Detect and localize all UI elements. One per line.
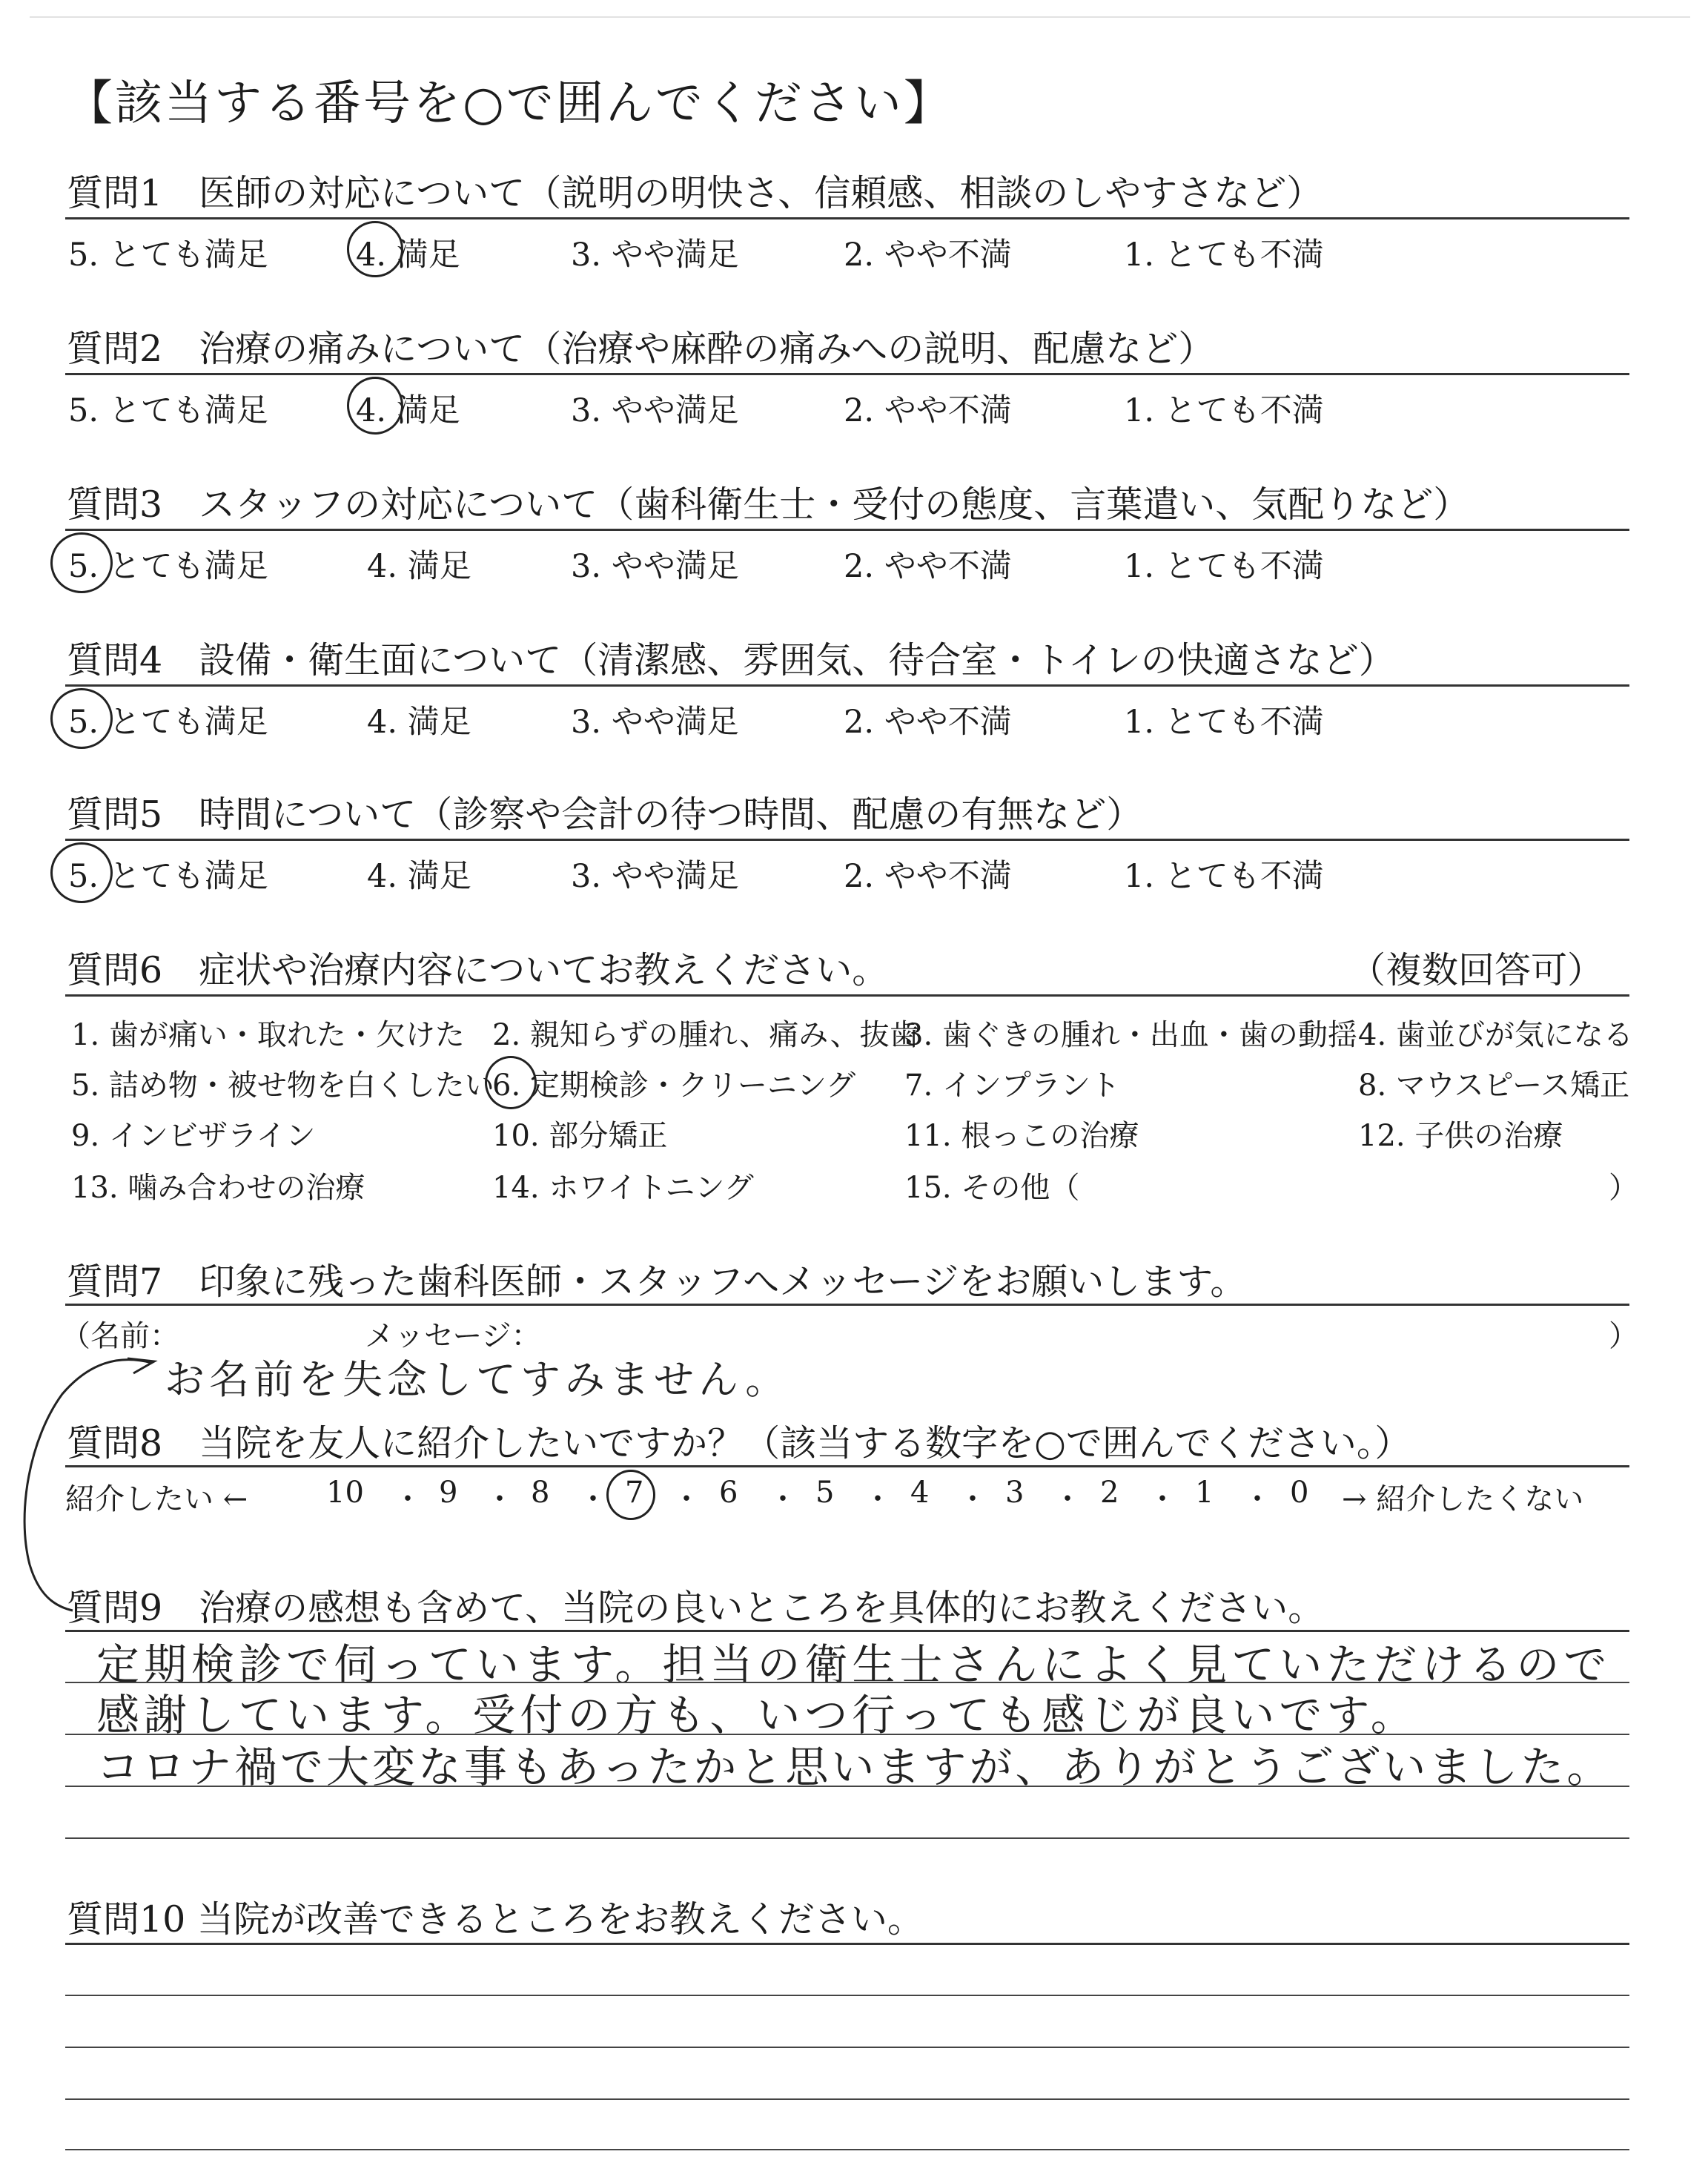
q5-option-2[interactable]: 2. やや不満 [844,858,1012,895]
q8-scale-0[interactable]: 0 [1290,1476,1309,1510]
q8-sep: ・ [1242,1482,1272,1516]
q6-item-10[interactable]: 10. 部分矯正 [492,1119,668,1153]
q7-handwritten-message: お名前を失念してすみません。 [165,1356,790,1403]
q6-item-1[interactable]: 1. 歯が痛い・取れた・欠けた [71,1018,465,1052]
q4-option-3[interactable]: 3. やや満足 [571,704,739,741]
q9-handwritten-line-3: コロナ禍で大変な事もあったかと思いますが、ありがとうございました。 [96,1742,1613,1792]
q8-scale-3[interactable]: 3 [1005,1476,1025,1510]
q2-option-4[interactable]: 4. 満足 [356,392,460,429]
q8-left-label: 紹介したい ← [65,1482,248,1516]
q3-option-2[interactable]: 2. やや不満 [844,548,1012,585]
q8-title: 質問8 当院を友人に紹介したいですか？（該当する数字を○で囲んでください。） [67,1422,1411,1464]
q9-handwritten-line-2: 感謝しています。受付の方も、いつ行っても感じが良いです。 [96,1690,1418,1740]
q8-right-label: → 紹介したくない [1342,1482,1584,1516]
q6-item-12[interactable]: 12. 子供の治療 [1358,1119,1563,1153]
q2-option-1[interactable]: 1. とても不満 [1124,392,1324,429]
q8-scale-8[interactable]: 8 [531,1476,550,1510]
q10-line-3[interactable] [65,2098,1629,2100]
q5-option-1[interactable]: 1. とても不満 [1124,858,1324,895]
q6-item-15[interactable]: 15. その他（ [904,1171,1080,1205]
q9-line-4 [65,1837,1629,1839]
q1-title: 質問1 医師の対応について（説明の明快さ、信頼感、相談のしやすさなど） [67,172,1323,214]
q4-option-1[interactable]: 1. とても不満 [1124,704,1324,741]
q1-option-1[interactable]: 1. とても不満 [1124,237,1324,274]
q6-item-9[interactable]: 9. インビザライン [71,1119,316,1153]
q6-item-2[interactable]: 2. 親知らずの腫れ、痛み、抜歯 [492,1018,919,1052]
q1-option-5[interactable]: 5. とても満足 [68,237,268,274]
q8-sep: ・ [672,1482,701,1516]
q4-option-4[interactable]: 4. 満足 [367,704,471,741]
q8-scale-6[interactable]: 6 [719,1476,738,1510]
q9-title: 質問9 治療の感想も含めて、当院の良いところを具体的にお教えください。 [67,1587,1325,1629]
q6-item-8[interactable]: 8. マウスピース矯正 [1358,1069,1630,1103]
q1-option-4[interactable]: 4. 満足 [356,237,460,274]
q8-sep: ・ [863,1482,893,1516]
q10-line-4[interactable] [65,2149,1629,2150]
q1-option-2[interactable]: 2. やや不満 [844,237,1012,274]
q6-title: 質問6 症状や治療内容についてお教えください。 [67,949,889,991]
q8-sep: ・ [1053,1482,1082,1516]
q9-line-3 [65,1786,1629,1787]
q7-message-label: メッセージ： [365,1319,541,1353]
q7-name-label: （名前： [61,1319,179,1353]
q6-item-3[interactable]: 3. 歯ぐきの腫れ・出血・歯の動揺 [904,1018,1357,1052]
q8-scale-4[interactable]: 4 [910,1476,930,1510]
q2-option-3[interactable]: 3. やや満足 [571,392,739,429]
q7-title: 質問7 印象に残った歯科医師・スタッフへメッセージをお願いします。 [67,1261,1247,1303]
q8-scale-1[interactable]: 1 [1195,1476,1214,1510]
q6-item-6[interactable]: 6. 定期検診・クリーニング [492,1069,856,1103]
q3-option-4[interactable]: 4. 満足 [367,548,471,585]
q4-option-5[interactable]: 5. とても満足 [68,704,268,741]
q8-scale-10[interactable]: 10 [326,1476,364,1510]
q8-selection-circle [606,1470,655,1520]
q5-option-3[interactable]: 3. やや満足 [571,858,739,895]
q8-sep: ・ [578,1482,608,1516]
q6-item-4[interactable]: 4. 歯並びが気になる [1358,1018,1633,1052]
q3-option-3[interactable]: 3. やや満足 [571,548,739,585]
q4-option-2[interactable]: 2. やや不満 [844,704,1012,741]
q8-sep: ・ [485,1482,514,1516]
q8-sep: ・ [1148,1482,1177,1516]
q6-item-5[interactable]: 5. 詰め物・被せ物を白くしたい [71,1069,494,1103]
q8-rule [65,1465,1629,1467]
q2-option-5[interactable]: 5. とても満足 [68,392,268,429]
q6-item-7[interactable]: 7. インプラント [904,1069,1120,1103]
q7-close-paren: ） [1609,1319,1638,1353]
q6-item-13[interactable]: 13. 噛み合わせの治療 [71,1171,365,1205]
q10-title: 質問10 当院が改善できるところをお教えください。 [67,1898,924,1941]
q6-multiple-note: （複数回答可） [1349,949,1604,991]
q6-item-11[interactable]: 11. 根っこの治療 [904,1119,1139,1153]
q5-option-5[interactable]: 5. とても満足 [68,858,268,895]
q3-title: 質問3 スタッフの対応について（歯科衛生士・受付の態度、言葉遣い、気配りなど） [67,483,1470,526]
q8-scale-7[interactable]: 7 [625,1476,644,1510]
q8-scale-5[interactable]: 5 [815,1476,835,1510]
q6-item-14[interactable]: 14. ホワイトニング [492,1171,754,1205]
q8-sep: ・ [958,1482,987,1516]
q2-option-2[interactable]: 2. やや不満 [844,392,1012,429]
q10-rule [65,1943,1629,1945]
q1-option-3[interactable]: 3. やや満足 [571,237,739,274]
q10-line-2[interactable] [65,2047,1629,2048]
q5-option-4[interactable]: 4. 満足 [367,858,471,895]
page-heading: 【該当する番号を○で囲んでください】 [65,76,953,131]
q4-title: 質問4 設備・衛生面について（清潔感、雰囲気、待合室・トイレの快適さなど） [67,639,1395,681]
q3-option-1[interactable]: 1. とても不満 [1124,548,1324,585]
q9-handwritten-line-1: 定期検診で伺っています。担当の衛生士さんによく見ていただけるので [96,1639,1612,1690]
q8-sep: ・ [768,1482,798,1516]
q6-item-15-close: ） [1609,1171,1638,1205]
q8-scale-2[interactable]: 2 [1100,1476,1119,1510]
q3-option-5[interactable]: 5. とても満足 [68,548,268,585]
q5-title: 質問5 時間について（診察や会計の待つ時間、配慮の有無など） [67,793,1143,836]
q8-scale-9[interactable]: 9 [439,1476,458,1510]
q10-line-1[interactable] [65,1995,1629,1996]
q2-title: 質問2 治療の痛みについて（治療や麻酔の痛みへの説明、配慮など） [67,328,1215,370]
q8-sep: ・ [393,1482,423,1516]
